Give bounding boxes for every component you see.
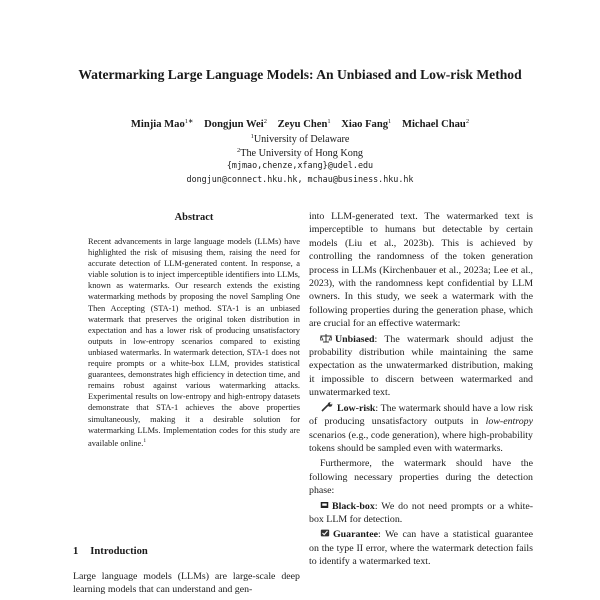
author-2: Dongjun Wei$^2$ [204, 118, 267, 130]
abstract-heading: Abstract [174, 212, 214, 223]
abstract-body: Recent advancements in large language models (LLMs) have highlighted the risk of misusing them, raising the need for accurate detection of LLM-generated content. In response, a viable solution is to inject imperceptible identifiers into LLMs, known as watermarks. Our research extends the existing watermarking methods by proposing the novel Sampling One Then Accepting (STA-1) method. STA-1 is an unbiased watermark that preserves the original token distribution in expectation and has a lower risk of producing unsatisfactory outputs in low-entropy scenarios compared to existing unbiased watermarks. In watermark detection, STA-1 does not require prompts or a white-box LLM, provides statistical guarantees, demonstrates high efficiency in detection time, and remains robust against various watermarking attacks. Experimental results on low-entropy and high-entropy datasets demonstrate that STA-1 achieves the above properties simultaneously, making it a desirable solution for watermarking LLMs. Implementation codes for this study are available online.$^1$ [88, 237, 300, 448]
author-4: Xiao Fang$^1$ [341, 118, 392, 130]
property-blackbox: Black-box: We do not need prompts or a white-box LLM for detection. [309, 500, 533, 525]
email-line-2: dongjun@connect.hku.hk, mchau@business.hku.hk [186, 174, 414, 184]
email-line-1: {mjmao,chenze,xfang}@udel.edu [226, 160, 374, 170]
footnote-mark: 1 [143, 437, 147, 444]
author-1: Minjia Mao$^{1∗}$ [130, 118, 194, 130]
author-3: Zeyu Chen$^1$ [277, 118, 331, 130]
box-icon [320, 500, 329, 510]
shield-check-icon [320, 528, 330, 538]
paragraph-watermark-intro: into LLM-generated text. The watermarked text is imperceptible to humans but detectable by certain models (Liu et al., 2023b). This is achieved by controlling the randomness of the token generation process in LLMs (Kirchenbauer et al., 2023a; Lee et al., 2023), with the randomness kept confidential by LLM owners. In this study, we seek a watermark with the following properties during the generation phase, which are crucial for an effective watermark: [309, 211, 533, 330]
property-lowrisk: Low-risk: The watermark should have a low risk of producing unsatisfactory outputs in low-entropy scenarios (e.g., code generation), where high-probability tokens should be sampled even with watermarks. [309, 402, 533, 454]
intro-text: Large language models (LLMs) are large-scale deep learning models that can understand and gen- [73, 571, 300, 596]
property-guarantee: Guarantee: We can have a statistical guarantee on the type II error, where the watermark detection fails to identify a watermarked text. [309, 529, 533, 568]
property-unbiased: Unbiased: The watermark should adjust the probability distribution while maintaining the same expectation as the unwatermarked distribution, making it impossible to discern between watermarked and unwatermarked text. [309, 333, 533, 399]
affiliation-2: $^2$The University of Hong Kong [236, 147, 364, 159]
scale-icon [320, 333, 332, 343]
paragraph-detection-intro: Furthermore, the watermark should have the following necessary properties during the detection phase: [309, 458, 533, 497]
author-5: Michael Chau$^2$ [401, 118, 470, 130]
paper-title: Watermarking Large Language Models: An Unbiased and Low-risk Method [78, 67, 522, 82]
affiliation-1: $^1$University of Delaware [250, 133, 350, 145]
wrench-icon [320, 402, 334, 412]
section-heading: 1 Introduction [73, 546, 148, 557]
right-column [309, 210, 533, 571]
